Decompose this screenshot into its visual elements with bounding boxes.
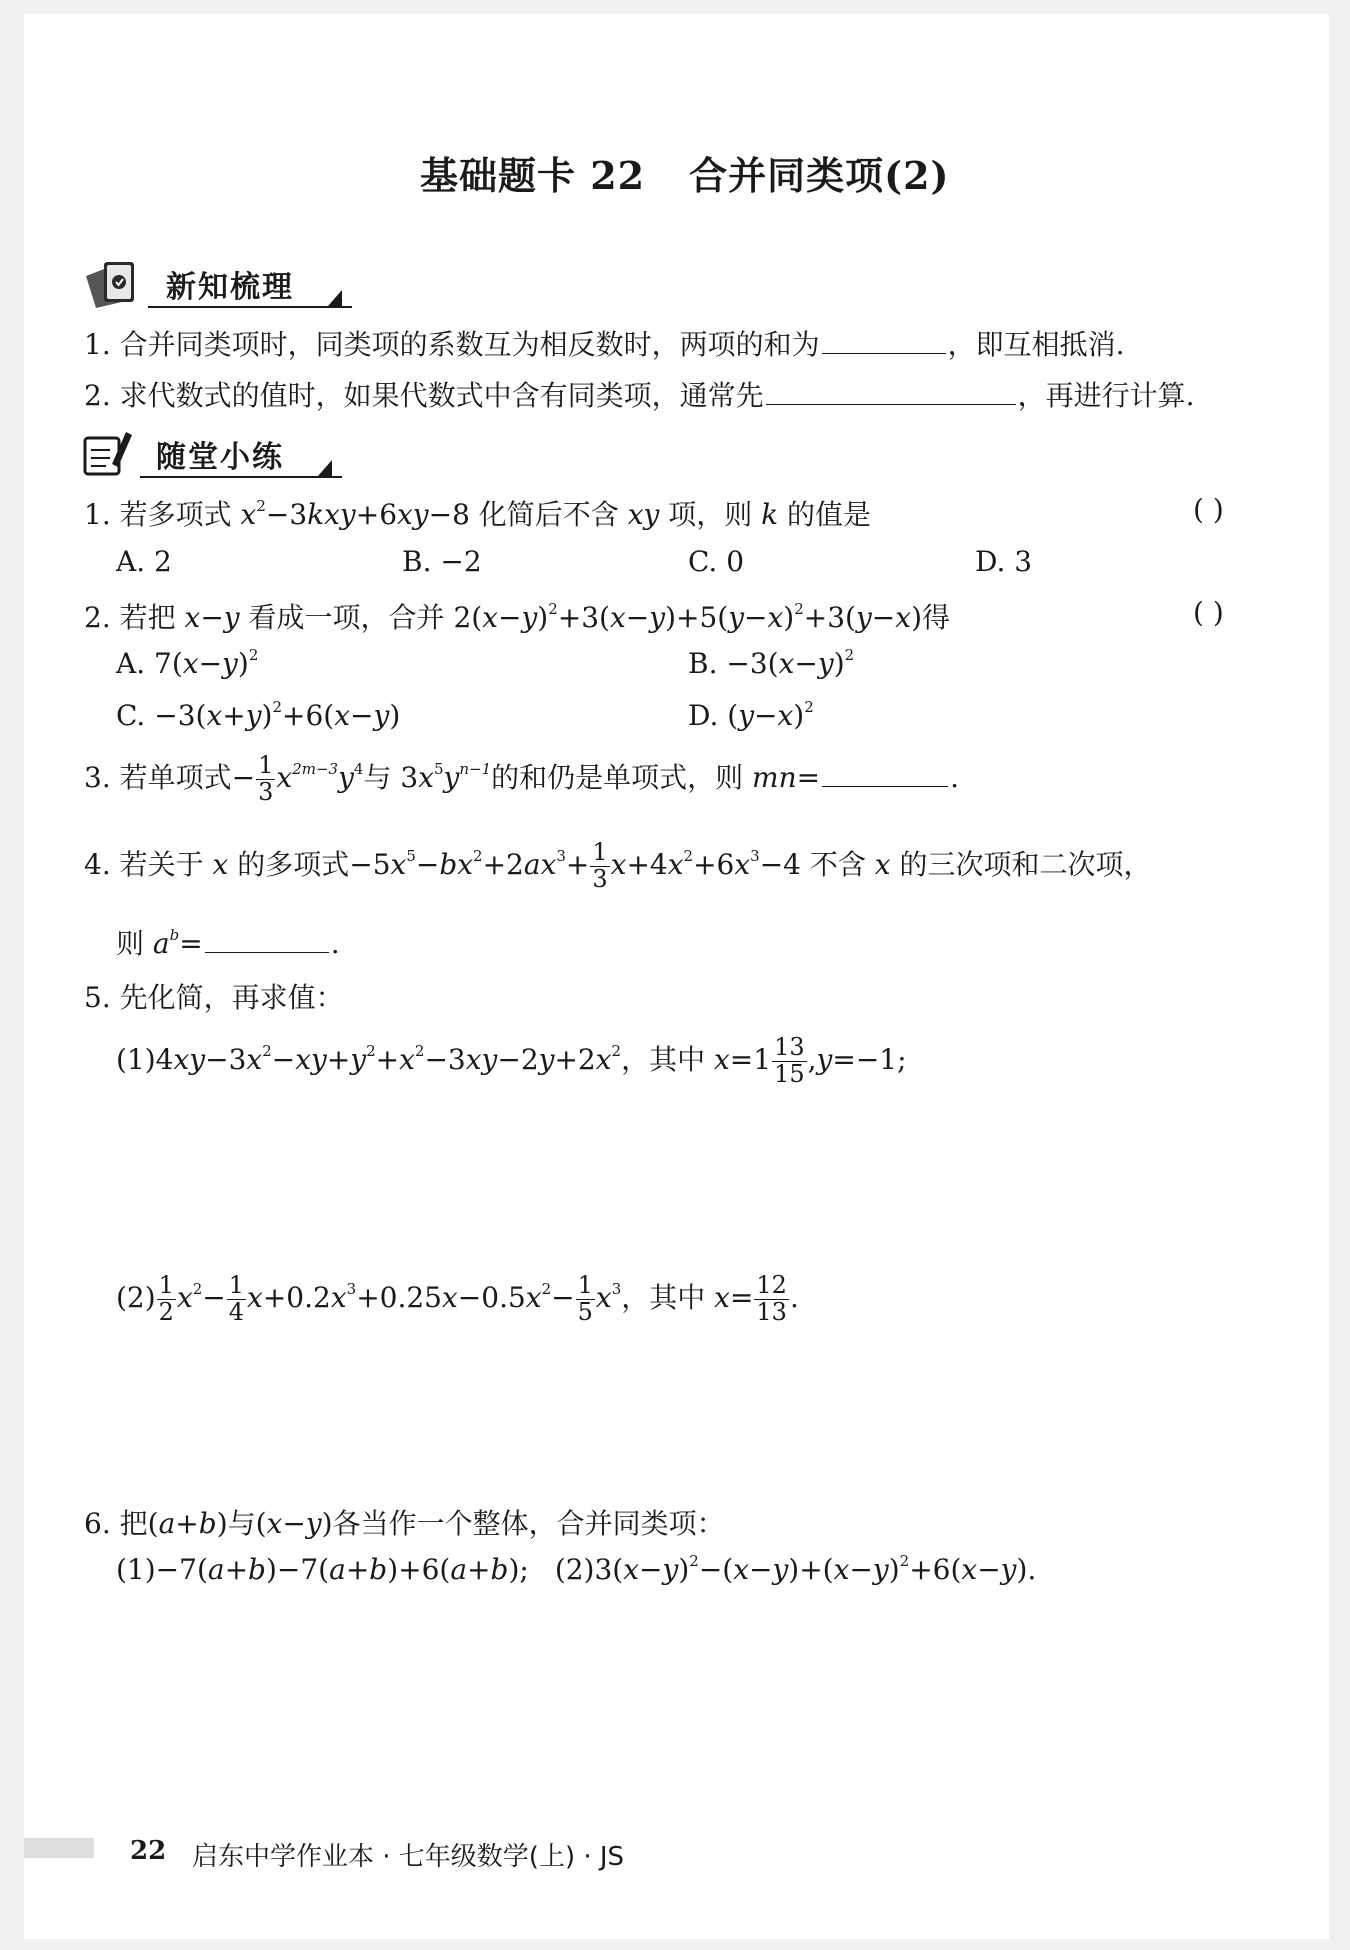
option-c: C. $-3(x+y)^2+6(x-y)$	[116, 698, 401, 732]
option-b: B. $-3(x-y)^2$	[688, 646, 855, 680]
page-title	[420, 145, 950, 200]
book-title-footer: 启东中学作业本 · 七年级数学(上) · JS	[192, 1842, 625, 1872]
review-question-1: 1. 合并同类项时，同类项的系数互为相反数时，两项的和为 ，即互相抵消.	[84, 328, 1125, 361]
section-header-exercise	[82, 428, 342, 480]
exercise-question-4-line2: 则 $a^b=$ .	[116, 926, 340, 960]
option-b: B. −2	[402, 545, 482, 578]
option-d: D. $(y-x)^2$	[688, 698, 814, 732]
section-title-exercise: 随堂小练	[156, 440, 284, 475]
exercise-question-5: 5. 先化简，再求值：	[84, 981, 344, 1014]
page-number: 22	[130, 1836, 167, 1866]
option-a: A. 2	[116, 545, 172, 578]
answer-blank[interactable]	[822, 762, 948, 787]
answer-parentheses[interactable]: ( )	[1193, 596, 1224, 629]
answer-blank[interactable]	[822, 329, 946, 354]
exercise-question-5-part-2: (2) $\frac{1}{2}$ $x^2-$ $\frac{1}{4}$ $x+0.2x^3+0.25x-0.5x^2-$ $\frac{1}{5}$ $x^3$，其中 x= $\frac{12}{13}$ .	[116, 1271, 799, 1326]
section-title-review: 新知梳理	[166, 270, 294, 305]
answer-parentheses[interactable]: ( )	[1193, 493, 1224, 526]
title-card-number: 基础题卡 22	[420, 153, 646, 198]
exercise-question-4: 4. 若关于 x 的多项式$-5x^5-bx^2+2ax^3+$ $\frac{1}{3}$ $x+4x^2+6x^3-4$ 不含 x 的三次项和二次项，	[84, 838, 1152, 893]
notebook-icon	[82, 258, 144, 310]
section-header-review	[82, 258, 352, 310]
exercise-question-1: 1. 若多项式 $x^2-3kxy+6xy-8$ 化简后不含 xy 项，则 k 的值是	[84, 497, 872, 531]
exercise-question-6: 6. 把(a+b)与(x−y)各当作一个整体，合并同类项：	[84, 1507, 725, 1540]
option-d: D. 3	[975, 545, 1033, 578]
option-a: A. $7(x-y)^2$	[116, 646, 259, 680]
exercise-question-3: 3. 若单项式− $\frac{1}{3}$ $x^{2m-3}y^4$与 $3x^5y^{n-1}$的和仍是单项式，则 mn= .	[84, 751, 960, 806]
answer-blank[interactable]	[766, 380, 1016, 405]
pencil-notebook-icon	[82, 428, 134, 478]
exercise-question-2: 2. 若把 x−y 看成一项，合并 $2(x-y)^2+3(x-y)+5(y-x)^2+3(y-x)$得	[84, 600, 951, 634]
option-c: C. 0	[688, 545, 745, 578]
exercise-question-5-part-1: $(1)4xy-3x^2-xy+y^2+x^2-3xy-2y+2x^2$，其中 x=1 $\frac{13}{15}$ ,y=−1;	[116, 1033, 907, 1088]
answer-blank[interactable]	[205, 928, 329, 953]
scan-strip	[24, 1838, 94, 1858]
review-question-2: 2. 求代数式的值时，如果代数式中含有同类项，通常先 ，再进行计算.	[84, 379, 1195, 412]
title-topic: 合并同类项(2)	[689, 153, 950, 198]
exercise-question-6-parts: (1)−7(a+b)−7(a+b)+6(a+b); $(2)3(x-y)^2-(x-y)+(x-y)^2+6(x-y)$.	[116, 1552, 1037, 1586]
